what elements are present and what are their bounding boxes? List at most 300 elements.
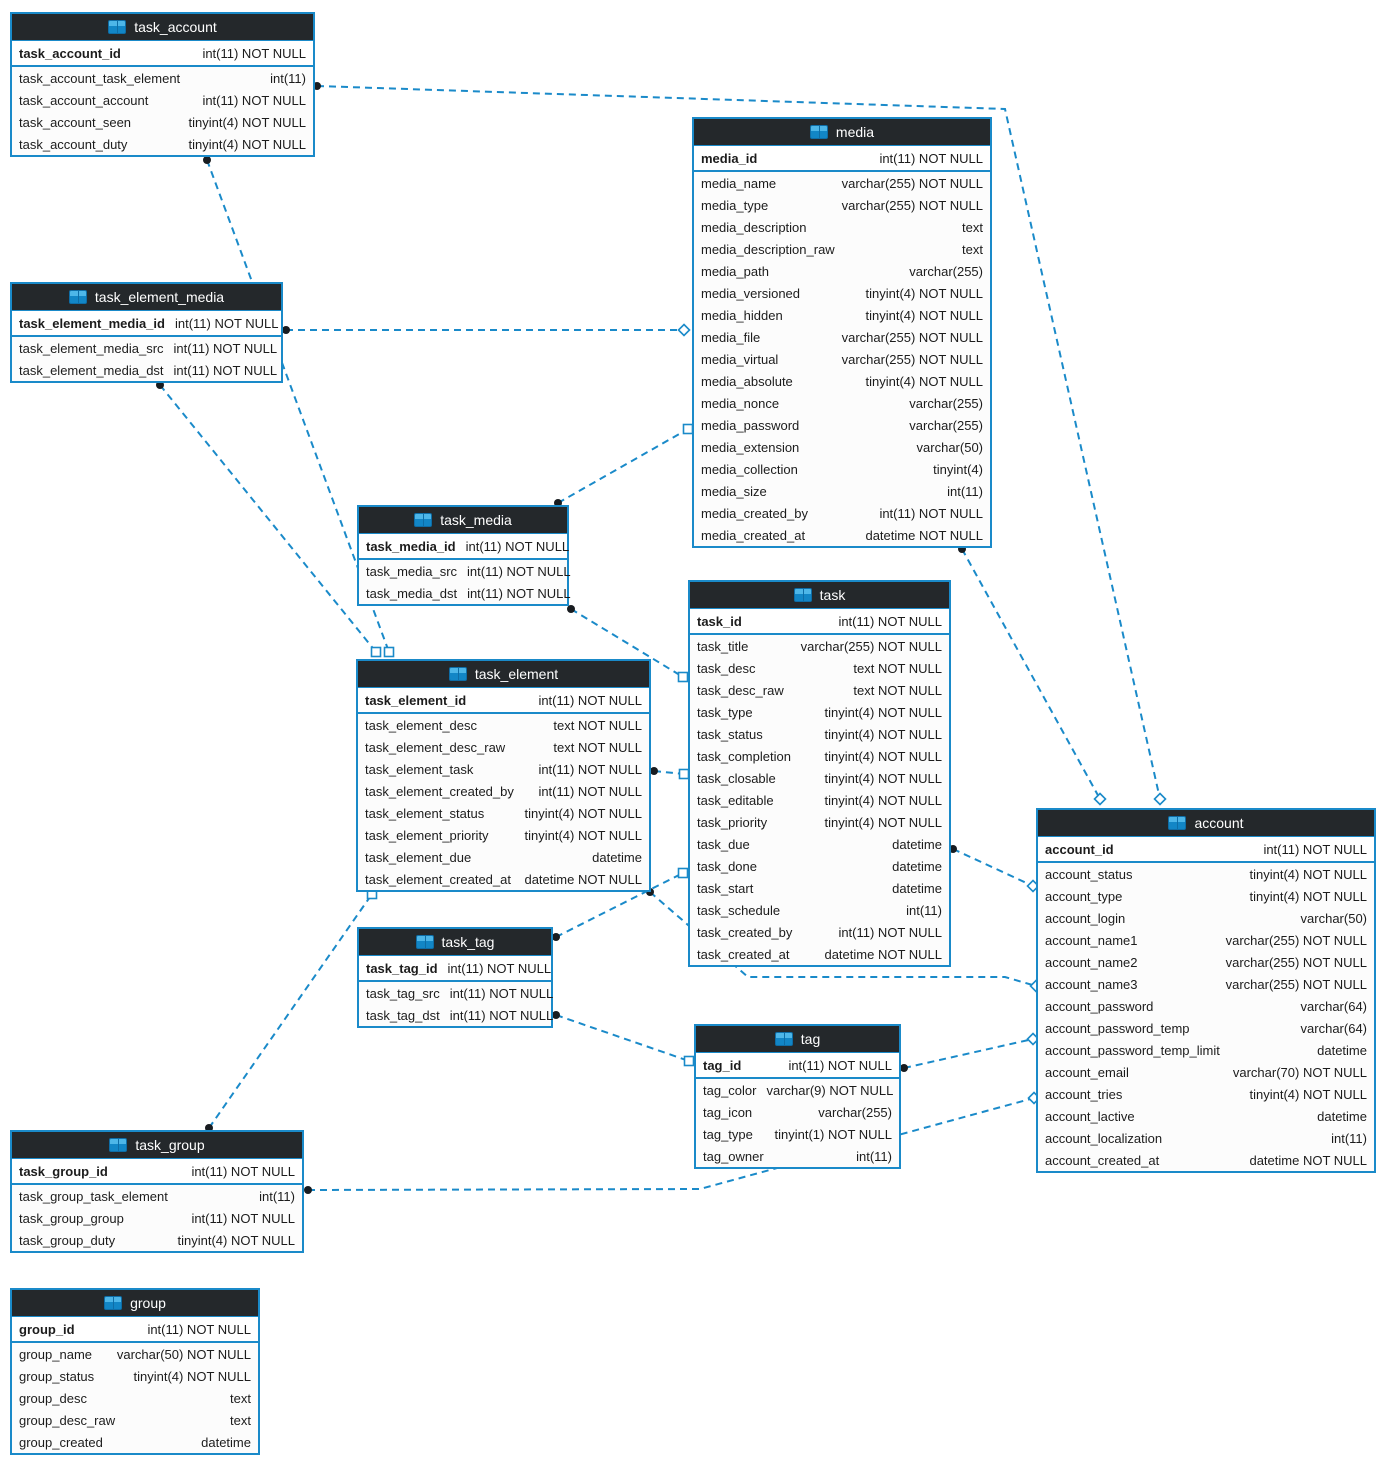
- column-name: task_status: [697, 726, 763, 742]
- column-type: int(11) NOT NULL: [173, 340, 278, 356]
- table-task_element[interactable]: [356, 659, 651, 892]
- relation-target-diamond: [679, 325, 690, 336]
- column-name: task_account_account: [19, 92, 149, 108]
- column-row[interactable]: [358, 868, 649, 890]
- column-type: int(11): [906, 902, 942, 918]
- column-row[interactable]: [696, 1101, 899, 1123]
- column-name: task_account_task_element: [19, 70, 181, 86]
- column-name: group_name: [19, 1346, 92, 1362]
- relation-source-dot: [900, 1064, 908, 1072]
- column-name: task_element_created_by: [365, 783, 514, 799]
- column-name: task_desc_raw: [697, 682, 784, 698]
- table-task_element_media[interactable]: [10, 282, 283, 383]
- column-row-primary-key[interactable]: [358, 688, 649, 714]
- column-row[interactable]: [694, 502, 990, 524]
- column-type: varchar(255): [909, 395, 983, 411]
- column-row[interactable]: [1038, 951, 1374, 973]
- table-icon: [104, 1296, 122, 1310]
- column-name: task_element_task: [365, 761, 474, 777]
- relation-source-dot: [552, 933, 560, 941]
- column-row[interactable]: [694, 172, 990, 194]
- column-name: media_description: [701, 219, 807, 235]
- table-header-task_element[interactable]: [358, 661, 649, 688]
- column-type: int(11): [947, 483, 983, 499]
- column-row[interactable]: [1038, 1083, 1374, 1105]
- relation-task_group-account[interactable]: [304, 1093, 1040, 1195]
- column-name: task_schedule: [697, 902, 781, 918]
- column-row[interactable]: [1038, 1039, 1374, 1061]
- column-row[interactable]: [1038, 1149, 1374, 1171]
- column-name: media_file: [701, 329, 761, 345]
- column-type: datetime NOT NULL: [524, 871, 642, 887]
- relation-task_element-task[interactable]: [650, 767, 689, 779]
- column-name: group_created: [19, 1434, 103, 1450]
- relation-target-diamond: [1155, 794, 1166, 805]
- relation-target-square: [679, 673, 688, 682]
- column-name: task_element_desc: [365, 717, 478, 733]
- table-icon: [794, 588, 812, 602]
- column-name: account_login: [1045, 910, 1126, 926]
- column-row[interactable]: [12, 1185, 302, 1207]
- column-row[interactable]: [694, 392, 990, 414]
- column-row[interactable]: [359, 982, 554, 1004]
- column-row[interactable]: [12, 1431, 258, 1453]
- table-header-tag[interactable]: [696, 1026, 899, 1053]
- column-name: task_tag_src: [366, 985, 440, 1001]
- column-type: datetime NOT NULL: [1249, 1152, 1367, 1168]
- column-type: tinyint(4) NOT NULL: [524, 827, 642, 843]
- column-row-primary-key[interactable]: [359, 956, 551, 982]
- column-type: varchar(9) NOT NULL: [766, 1082, 894, 1098]
- column-name: task_element_desc_raw: [365, 739, 506, 755]
- column-type: int(11) NOT NULL: [174, 315, 279, 331]
- column-name: task_desc: [697, 660, 756, 676]
- column-name: account_lactive: [1045, 1108, 1135, 1124]
- column-name: task_title: [697, 638, 749, 654]
- relation-task_tag-tag[interactable]: [552, 1011, 694, 1066]
- column-type: int(11) NOT NULL: [191, 1210, 295, 1226]
- column-name: task_element_id: [365, 692, 467, 708]
- table-title: task_element: [474, 666, 559, 682]
- relation-line: [209, 894, 372, 1128]
- column-row[interactable]: [694, 260, 990, 282]
- table-icon: [775, 1032, 793, 1046]
- column-name: task_element_media_dst: [19, 362, 164, 378]
- column-name: account_status: [1045, 866, 1133, 882]
- table-columns: [690, 635, 949, 965]
- column-name: tag_id: [703, 1057, 742, 1073]
- column-name: account_email: [1045, 1064, 1129, 1080]
- column-row[interactable]: [1038, 929, 1374, 951]
- column-row[interactable]: [358, 714, 649, 736]
- column-type: text NOT NULL: [553, 717, 642, 733]
- column-type: int(11) NOT NULL: [788, 1057, 892, 1073]
- column-name: task_account_duty: [19, 136, 128, 152]
- column-type: varchar(50): [916, 439, 983, 455]
- column-name: media_collection: [701, 461, 798, 477]
- relation-source-dot: [567, 605, 575, 613]
- relation-line: [962, 549, 1100, 799]
- column-name: task_element_media_id: [19, 315, 165, 331]
- column-name: task_account_id: [19, 45, 121, 61]
- table-header-media[interactable]: [694, 119, 990, 146]
- column-row[interactable]: [12, 67, 313, 89]
- column-name: task_id: [697, 613, 742, 629]
- column-row[interactable]: [690, 943, 949, 965]
- column-type: datetime: [892, 836, 942, 852]
- column-name: tag_owner: [703, 1148, 764, 1164]
- table-columns: [1038, 863, 1374, 1171]
- column-name: tag_type: [703, 1126, 753, 1142]
- column-type: tinyint(4) NOT NULL: [133, 1368, 251, 1384]
- relation-line: [904, 1039, 1033, 1068]
- column-type: int(11) NOT NULL: [173, 362, 278, 378]
- column-row[interactable]: [690, 767, 949, 789]
- table-task_account[interactable]: [10, 12, 315, 157]
- column-row[interactable]: [690, 679, 949, 701]
- table-columns: [12, 1343, 258, 1453]
- table-icon: [108, 20, 126, 34]
- table-icon: [109, 1138, 127, 1152]
- column-row[interactable]: [694, 348, 990, 370]
- column-type: int(11) NOT NULL: [447, 960, 552, 976]
- table-columns: [359, 982, 554, 1026]
- column-row[interactable]: [694, 238, 990, 260]
- column-name: task_element_priority: [365, 827, 489, 843]
- column-row[interactable]: [694, 480, 990, 502]
- table-title: media: [835, 124, 875, 140]
- column-name: media_name: [701, 175, 777, 191]
- column-row[interactable]: [696, 1079, 899, 1101]
- column-name: group_id: [19, 1321, 75, 1337]
- column-type: tinyint(4) NOT NULL: [1249, 866, 1367, 882]
- column-type: varchar(50) NOT NULL: [116, 1346, 251, 1362]
- column-name: task_type: [697, 704, 753, 720]
- table-header-task_tag[interactable]: [359, 929, 551, 956]
- column-row[interactable]: [690, 723, 949, 745]
- column-type: tinyint(4) NOT NULL: [177, 1232, 295, 1248]
- column-name: task_created_by: [697, 924, 793, 940]
- column-row[interactable]: [690, 635, 949, 657]
- table-header-task_account[interactable]: [12, 14, 313, 41]
- column-name: account_name2: [1045, 954, 1138, 970]
- column-row[interactable]: [358, 736, 649, 758]
- column-type: int(11): [270, 70, 306, 86]
- column-name: account_localization: [1045, 1130, 1163, 1146]
- relation-source-dot: [203, 156, 211, 164]
- relation-task-account[interactable]: [949, 845, 1039, 892]
- table-title: group: [130, 1295, 166, 1311]
- column-type: int(11): [1331, 1130, 1367, 1146]
- table-title: account: [1194, 815, 1244, 831]
- column-row[interactable]: [12, 111, 313, 133]
- column-name: task_media_src: [366, 563, 458, 579]
- column-type: int(11) NOT NULL: [1263, 841, 1367, 857]
- column-row[interactable]: [12, 1387, 258, 1409]
- column-type: varchar(50): [1300, 910, 1367, 926]
- column-type: datetime: [892, 880, 942, 896]
- table-columns: [12, 1185, 302, 1251]
- column-name: task_done: [697, 858, 757, 874]
- column-name: task_group_task_element: [19, 1188, 168, 1204]
- relation-task_media-media[interactable]: [554, 425, 693, 508]
- column-row[interactable]: [358, 824, 649, 846]
- column-type: int(11) NOT NULL: [465, 538, 570, 554]
- column-name: media_absolute: [701, 373, 793, 389]
- column-row[interactable]: [1038, 1061, 1374, 1083]
- column-row[interactable]: [694, 370, 990, 392]
- column-row[interactable]: [694, 524, 990, 546]
- column-row[interactable]: [694, 414, 990, 436]
- column-type: tinyint(4) NOT NULL: [188, 136, 306, 152]
- column-type: tinyint(4) NOT NULL: [824, 792, 942, 808]
- column-name: task_group_group: [19, 1210, 124, 1226]
- table-icon: [414, 513, 432, 527]
- column-name: task_element_media_src: [19, 340, 164, 356]
- relation-line: [160, 385, 376, 652]
- column-type: int(11) NOT NULL: [879, 150, 983, 166]
- column-type: tinyint(4) NOT NULL: [1249, 888, 1367, 904]
- column-row[interactable]: [690, 811, 949, 833]
- column-type: varchar(255) NOT NULL: [841, 175, 983, 191]
- column-type: datetime: [201, 1434, 251, 1450]
- column-type: int(11): [259, 1188, 295, 1204]
- table-columns: [12, 67, 313, 155]
- column-type: int(11) NOT NULL: [879, 505, 983, 521]
- relation-task_element_media-media[interactable]: [282, 325, 690, 336]
- table-title: task_tag: [441, 934, 495, 950]
- table-header-group[interactable]: [12, 1290, 258, 1317]
- column-row-primary-key[interactable]: [12, 1159, 302, 1185]
- column-name: media_nonce: [701, 395, 780, 411]
- column-row[interactable]: [694, 304, 990, 326]
- column-row[interactable]: [12, 1365, 258, 1387]
- column-row[interactable]: [690, 657, 949, 679]
- column-type: varchar(64): [1300, 1020, 1367, 1036]
- relation-target-diamond: [1095, 794, 1106, 805]
- column-name: task_closable: [697, 770, 776, 786]
- table-icon: [810, 125, 828, 139]
- table-title: task_account: [134, 19, 217, 35]
- column-row[interactable]: [12, 133, 313, 155]
- column-type: text: [962, 241, 983, 257]
- column-row[interactable]: [359, 582, 571, 604]
- column-type: int(11) NOT NULL: [467, 563, 571, 579]
- relation-source-dot: [650, 767, 658, 775]
- column-row-primary-key[interactable]: [12, 311, 281, 337]
- column-name: task_element_due: [365, 849, 472, 865]
- column-row[interactable]: [12, 1229, 302, 1251]
- column-name: task_editable: [697, 792, 774, 808]
- column-name: task_priority: [697, 814, 768, 830]
- column-type: varchar(255) NOT NULL: [841, 351, 983, 367]
- table-task[interactable]: [688, 580, 951, 967]
- column-row[interactable]: [696, 1145, 899, 1167]
- column-row[interactable]: [690, 833, 949, 855]
- column-type: tinyint(1) NOT NULL: [774, 1126, 892, 1142]
- relation-media-account[interactable]: [958, 545, 1106, 805]
- column-name: media_size: [701, 483, 767, 499]
- column-row[interactable]: [1038, 1017, 1374, 1039]
- column-row[interactable]: [359, 560, 571, 582]
- column-name: task_element_status: [365, 805, 485, 821]
- column-name: task_element_created_at: [365, 871, 511, 887]
- table-icon: [1168, 816, 1186, 830]
- table-columns: [696, 1079, 899, 1167]
- column-row[interactable]: [358, 802, 649, 824]
- column-name: media_type: [701, 197, 769, 213]
- column-row[interactable]: [358, 846, 649, 868]
- column-name: task_start: [697, 880, 754, 896]
- column-row[interactable]: [694, 282, 990, 304]
- column-name: media_virtual: [701, 351, 779, 367]
- column-type: int(11) NOT NULL: [202, 45, 306, 61]
- relation-line: [558, 429, 688, 503]
- column-name: media_hidden: [701, 307, 783, 323]
- column-row[interactable]: [690, 877, 949, 899]
- relation-line: [556, 1015, 689, 1061]
- table-group[interactable]: [10, 1288, 260, 1455]
- table-title: task_media: [440, 512, 512, 528]
- column-name: task_account_seen: [19, 114, 132, 130]
- column-type: tinyint(4): [933, 461, 983, 477]
- column-row[interactable]: [359, 1004, 554, 1026]
- column-name: task_tag_dst: [366, 1007, 440, 1023]
- column-type: int(11) NOT NULL: [449, 985, 554, 1001]
- column-name: account_type: [1045, 888, 1123, 904]
- column-row[interactable]: [690, 789, 949, 811]
- column-type: int(11) NOT NULL: [538, 761, 642, 777]
- column-type: datetime NOT NULL: [824, 946, 942, 962]
- column-row-primary-key[interactable]: [1038, 837, 1374, 863]
- relation-task_group-task_element[interactable]: [205, 890, 377, 1133]
- table-task_tag[interactable]: [357, 927, 553, 1028]
- column-row[interactable]: [694, 326, 990, 348]
- column-type: int(11): [856, 1148, 892, 1164]
- column-type: datetime: [892, 858, 942, 874]
- column-name: tag_icon: [703, 1104, 753, 1120]
- column-row[interactable]: [694, 216, 990, 238]
- column-name: task_group_id: [19, 1163, 108, 1179]
- column-type: tinyint(4) NOT NULL: [824, 770, 942, 786]
- table-task_media[interactable]: [357, 505, 569, 606]
- column-row[interactable]: [694, 458, 990, 480]
- relation-task_element_media-task_element[interactable]: [156, 381, 381, 657]
- column-type: varchar(64): [1300, 998, 1367, 1014]
- column-type: datetime: [1317, 1042, 1367, 1058]
- column-name: account_created_at: [1045, 1152, 1160, 1168]
- column-name: group_status: [19, 1368, 95, 1384]
- column-row[interactable]: [690, 899, 949, 921]
- column-row[interactable]: [694, 436, 990, 458]
- column-row-primary-key[interactable]: [12, 41, 313, 67]
- column-name: task_created_at: [697, 946, 790, 962]
- table-header-task_element_media[interactable]: [12, 284, 281, 311]
- column-type: tinyint(4) NOT NULL: [865, 373, 983, 389]
- column-type: varchar(255): [909, 417, 983, 433]
- column-row[interactable]: [12, 1207, 302, 1229]
- column-row[interactable]: [1038, 1105, 1374, 1127]
- column-type: datetime NOT NULL: [865, 527, 983, 543]
- column-row[interactable]: [12, 1343, 258, 1365]
- column-type: tinyint(4) NOT NULL: [188, 114, 306, 130]
- column-type: int(11) NOT NULL: [467, 585, 571, 601]
- column-row[interactable]: [358, 758, 649, 780]
- table-task_group[interactable]: [10, 1130, 304, 1253]
- column-name: account_password_temp_limit: [1045, 1042, 1220, 1058]
- table-account[interactable]: [1036, 808, 1376, 1173]
- column-row-primary-key[interactable]: [359, 534, 570, 560]
- column-row-primary-key[interactable]: [12, 1317, 258, 1343]
- table-title: task: [819, 587, 846, 603]
- column-row[interactable]: [696, 1123, 899, 1145]
- column-name: media_created_by: [701, 505, 808, 521]
- column-type: int(11) NOT NULL: [191, 1163, 295, 1179]
- table-icon: [449, 667, 467, 681]
- relation-source-dot: [282, 326, 290, 334]
- column-row-primary-key[interactable]: [696, 1053, 899, 1079]
- table-title: task_element_media: [94, 289, 225, 305]
- column-row[interactable]: [12, 89, 313, 111]
- column-row[interactable]: [694, 194, 990, 216]
- column-type: varchar(255) NOT NULL: [1225, 954, 1367, 970]
- column-name: task_tag_id: [366, 960, 438, 976]
- relation-target-square: [385, 648, 394, 657]
- table-header-task_group[interactable]: [12, 1132, 302, 1159]
- column-name: account_tries: [1045, 1086, 1123, 1102]
- column-name: group_desc_raw: [19, 1412, 116, 1428]
- column-row[interactable]: [12, 337, 281, 359]
- column-row[interactable]: [690, 855, 949, 877]
- column-name: account_name3: [1045, 976, 1138, 992]
- column-row[interactable]: [358, 780, 649, 802]
- column-row[interactable]: [690, 701, 949, 723]
- table-columns: [12, 337, 281, 381]
- column-type: tinyint(4) NOT NULL: [824, 814, 942, 830]
- column-row[interactable]: [1038, 907, 1374, 929]
- table-header-account[interactable]: [1038, 810, 1374, 837]
- column-name: media_id: [701, 150, 758, 166]
- relation-target-square: [679, 869, 688, 878]
- table-title: task_group: [135, 1137, 205, 1153]
- column-row[interactable]: [1038, 973, 1374, 995]
- column-row-primary-key[interactable]: [694, 146, 990, 172]
- column-row[interactable]: [1038, 995, 1374, 1017]
- column-type: tinyint(4) NOT NULL: [824, 704, 942, 720]
- column-name: media_path: [701, 263, 769, 279]
- table-header-task[interactable]: [690, 582, 949, 609]
- column-row[interactable]: [690, 921, 949, 943]
- column-name: task_media_dst: [366, 585, 458, 601]
- column-row[interactable]: [1038, 1127, 1374, 1149]
- table-header-task_media[interactable]: [359, 507, 567, 534]
- column-row[interactable]: [1038, 885, 1374, 907]
- column-row[interactable]: [690, 745, 949, 767]
- column-row-primary-key[interactable]: [690, 609, 949, 635]
- relation-tag-account[interactable]: [900, 1034, 1039, 1073]
- column-type: tinyint(4) NOT NULL: [1249, 1086, 1367, 1102]
- column-type: varchar(255) NOT NULL: [1225, 932, 1367, 948]
- table-tag[interactable]: [694, 1024, 901, 1169]
- column-name: task_due: [697, 836, 750, 852]
- column-row[interactable]: [1038, 863, 1374, 885]
- column-row[interactable]: [12, 359, 281, 381]
- table-media[interactable]: [692, 117, 992, 548]
- column-name: tag_color: [703, 1082, 757, 1098]
- column-row[interactable]: [12, 1409, 258, 1431]
- column-type: varchar(255) NOT NULL: [800, 638, 942, 654]
- column-type: text: [962, 219, 983, 235]
